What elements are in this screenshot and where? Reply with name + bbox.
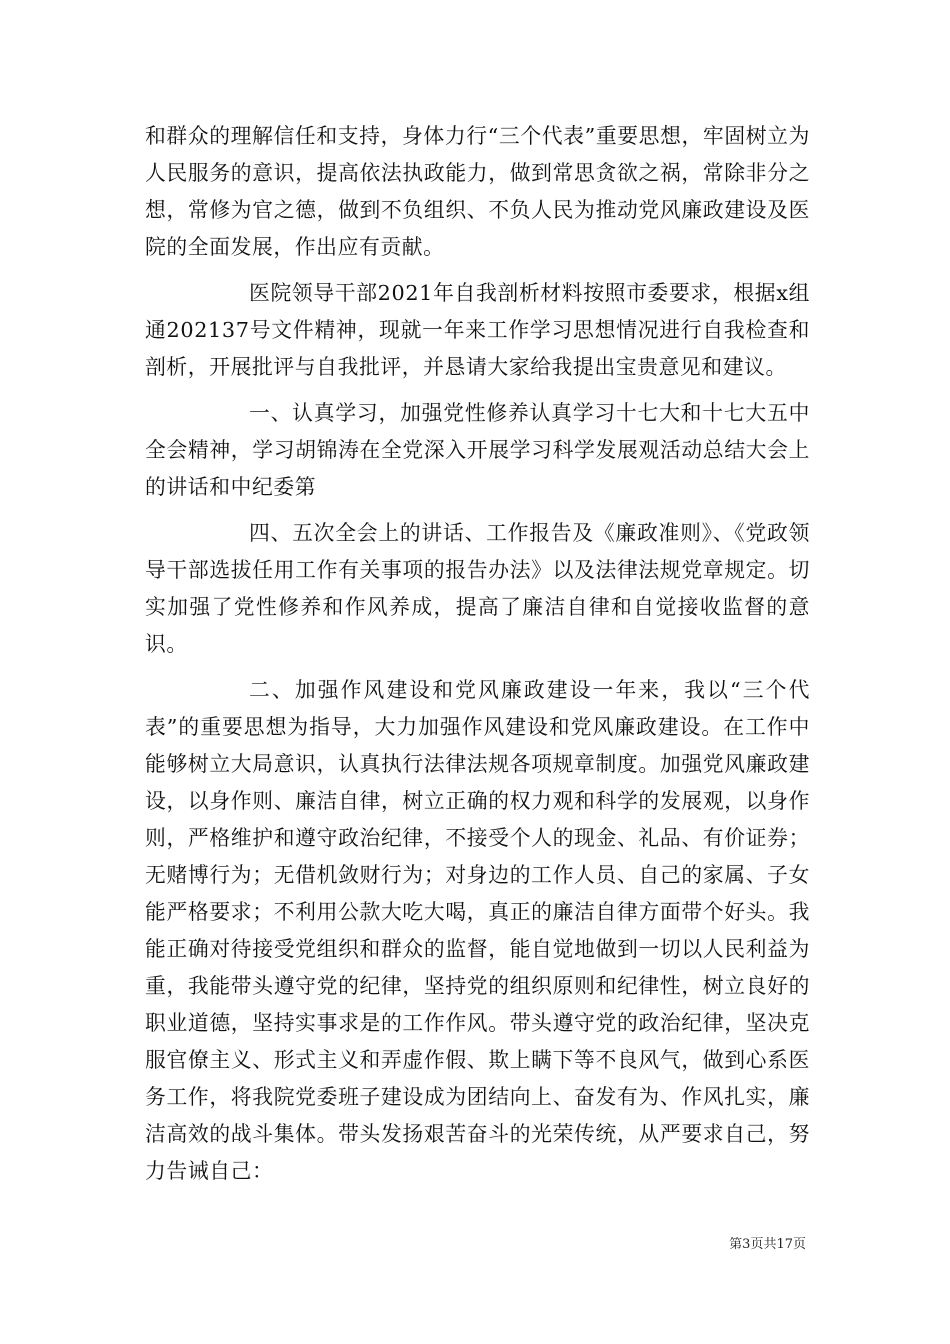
paragraph-section-two: 二、加强作风建设和党风廉政建设一年来，我以“三个代表”的重要思想为指导，大力加强作风建设和党风廉政建设。在工作中能够树立大局意识，认真执行法律法规各项规章制度。加强党风廉政建设，以身作则、廉洁自律，树立正确的权力观和科学的发展观，以身作则，严格维护和遵守政治纪律，不接受个人的现金、礼品、有价证券；无赌博行为；无借机敛财行为；对身边的工作人员、自己的家属、子女能严格要求；不利用公款大吃大喝，真正的廉洁自律方面带个好头。我能正确对待接受党组织和群众的监督，能自觉地做到一切以人民利益为重，我能带头遵守党的纪律，坚持党的组织原则和纪律性，树立良好的职业道德，坚持实事求是的工作作风。带头遵守党的政治纪律，坚决克服官僚主义、形式主义和弄虚作假、欺上瞒下等不良风气，做到心系医务工作，将我院党委班子建设成为团结向上、奋发有为、作风扎实，廉洁高效的战斗集体。带头发扬艰苦奋斗的光荣传统，从严要求自己，努力告诫自己： [145, 678, 810, 1183]
paragraph-intro: 医院领导干部2021年自我剖析材料按照市委要求，根据x组通202137号文件精神，现就一年来工作学习思想情况进行自我检查和剖析，开展批评与自我批评，并恳请大家给我提出宝贵意见和建议。 [145, 281, 810, 379]
paragraph-section-four: 四、五次全会上的讲话、工作报告及《廉政准则》、《党政领导干部选拔任用工作有关事项的报告办法》以及法律法规党章规定。切实加强了党性修养和作风养成，提高了廉洁自律和自觉接收监督的意识。 [145, 521, 810, 656]
paragraph-continuation: 和群众的理解信任和支持，身体力行“三个代表”重要思想，牢固树立为人民服务的意识，提高依法执政能力，做到常思贪欲之祸，常除非分之想，常修为官之德，做到不负组织、不负人民为推动党风廉政建设及医院的全面发展，作出应有贡献。 [145, 124, 810, 259]
paragraph-section-one: 一、认真学习，加强党性修养认真学习十七大和十七大五中全会精神，学习胡锦涛在全党深入开展学习科学发展观活动总结大会上的讲话和中纪委第 [145, 401, 810, 499]
page-number-footer: 第3页共17页 [729, 1237, 806, 1252]
document-body [145, 118, 810, 1190]
